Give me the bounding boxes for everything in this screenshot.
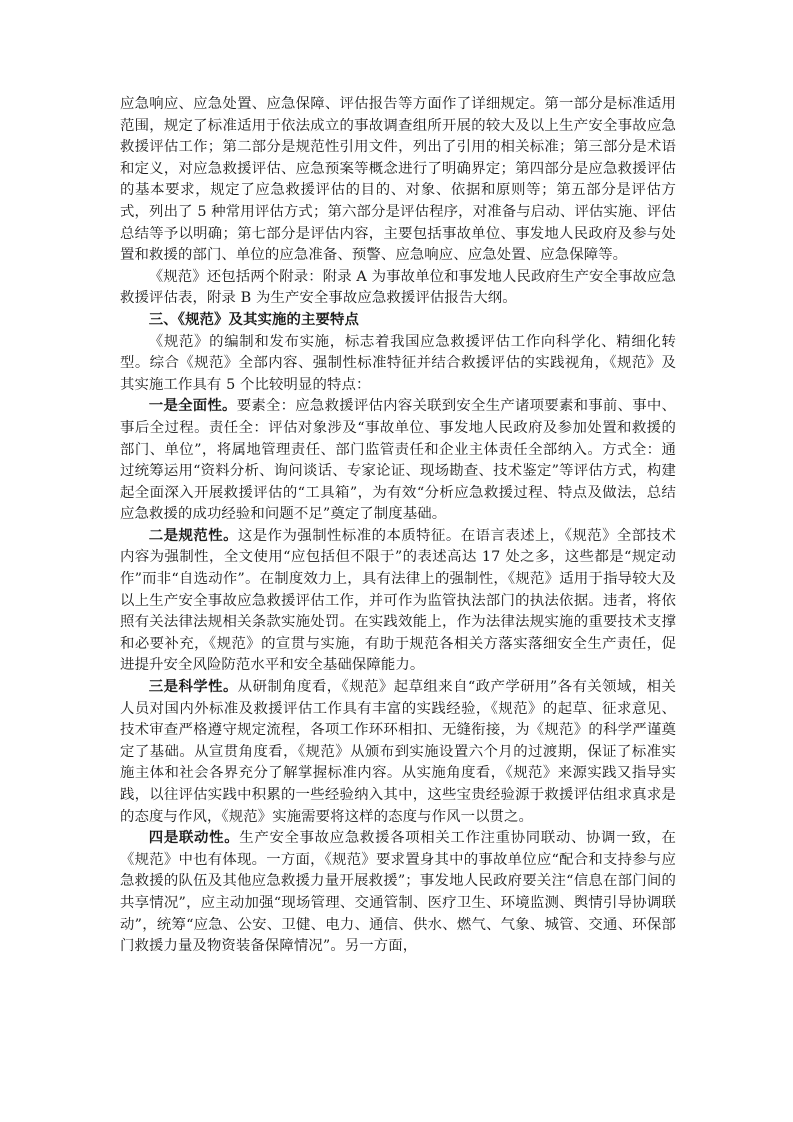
- paragraph-scientific-text: 从研制角度看，《规范》起草组来自“政产学研用”各有关领域，相关人员对国内外标准及救援评估工作具有丰富的实践经验，《规范》的起草、征求意见、技术审查严格遵守规定流程，各项工作环环相扣、无缝衔接，为《规范》的科学严谨奠定了基础。从宣贯角度看，《规范》从颁布到实施设置六个月的过渡期，保证了标准实施主体和社会各界充分了解掌握标准内容。从实施角度看，《规范》来源实践又指导实践，以往评估实践中积累的一些经验纳入其中，这些宝贵经验源于救援评估组求真求是的态度与作风，《规范》实施需要将这样的态度与作风一以贯之。: [120, 679, 676, 825]
- paragraph-intro: [120, 332, 676, 397]
- paragraph-intro-text: 《规范》的编制和发布实施，标志着我国应急救援评估工作向科学化、精细化转型。综合《规范》全部内容、强制性标准特征并结合救援评估的实践视角，《规范》及其实施工作具有 5 个比较明显的特点：: [120, 333, 676, 393]
- lead-scientific: 三是科学性。: [148, 679, 238, 696]
- paragraph-comprehensive: [120, 396, 676, 526]
- paragraph-linkage: [120, 828, 676, 958]
- section-heading: 三、《规范》及其实施的主要特点: [148, 311, 359, 328]
- paragraph-appendix-text: 《规范》还包括两个附录：附录 A 为事故单位和事发地人民政府生产安全事故应急救援评估表，附录 B 为生产安全事故应急救援评估报告大纲。: [120, 268, 676, 307]
- paragraph-scientific: [120, 677, 676, 828]
- paragraph-normative: [120, 526, 676, 677]
- lead-comprehensive: 一是全面性。: [148, 398, 237, 415]
- paragraph-1: [120, 94, 676, 267]
- lead-normative: 二是规范性。: [148, 527, 238, 544]
- lead-linkage: 四是联动性。: [148, 830, 240, 847]
- paragraph-1-text: 应急响应、应急处置、应急保障、评估报告等方面作了详细规定。第一部分是标准适用范围，规定了标准适用于依法成立的事故调查组所开展的较大及以上生产安全事故应急救援评估工作；第二部分是规范性引用文件，列出了引用的相关标准；第三部分是术语和定义，对应急救援评估、应急预案等概念进行了明确界定；第四部分是应急救援评估的基本要求，规定了应急救援评估的目的、对象、依据和原则等；第五部分是评估方式，列出了 5 种常用评估方式；第六部分是评估程序，对准备与启动、评估实施、评估总结等予以明确；第七部分是评估内容，主要包括事故单位、事发地人民政府及参与处置和救援的部门、单位的应急准备、预警、应急响应、应急处置、应急保障等。: [120, 96, 676, 264]
- paragraph-normative-text: 这是作为强制性标准的本质特征。在语言表述上，《规范》全部技术内容为强制性，全文使用“应包括但不限于”的表述高达 17 处之多，这些都是“规定动作”而非“自选动作”。在制度效力上，具有法律上的强制性，《规范》适用于指导较大及以上生产安全事故应急救援评估工作，并可作为监管执法部门的执法依据。违者，将依照有关法律法规相关条款实施处罚。在实践效能上，作为法律法规实施的重要技术支撑和必要补充，《规范》的宣贯与实施，有助于规范各相关方落实落细安全生产责任，促进提升安全风险防范水平和安全基础保障能力。: [120, 527, 676, 674]
- document-page: [120, 94, 676, 958]
- paragraph-linkage-text: 生产安全事故应急救援各项相关工作注重协同联动、协调一致，在《规范》中也有体现。一方面，《规范》要求置身其中的事故单位应“配合和支持参与应急救援的队伍及其他应急救援力量开展救援”；事发地人民政府要关注“信息在部门间的共享情况”，应主动加强“现场管理、交通管制、医疗卫生、环境监测、舆情引导协调联动”，统筹“应急、公安、卫健、电力、通信、供水、燃气、气象、城管、交通、环保部门救援力量及物资装备保障情况”。另一方面，: [120, 830, 676, 955]
- paragraph-comprehensive-text: 要素全：应急救援评估内容关联到安全生产诸项要素和事前、事中、事后全过程。责任全：评估对象涉及“事故单位、事发地人民政府及参加处置和救援的部门、单位”，将属地管理责任、部门监管责任和企业主体责任全部纳入。方式全：通过统筹运用“资料分析、询问谈话、专家论证、现场勘查、技术鉴定”等评估方式，构建起全面深入开展救援评估的“工具箱”，为有效“分析应急救援过程、特点及做法，总结应急救援的成功经验和问题不足”奠定了制度基础。: [120, 398, 676, 523]
- paragraph-appendix: [120, 267, 676, 310]
